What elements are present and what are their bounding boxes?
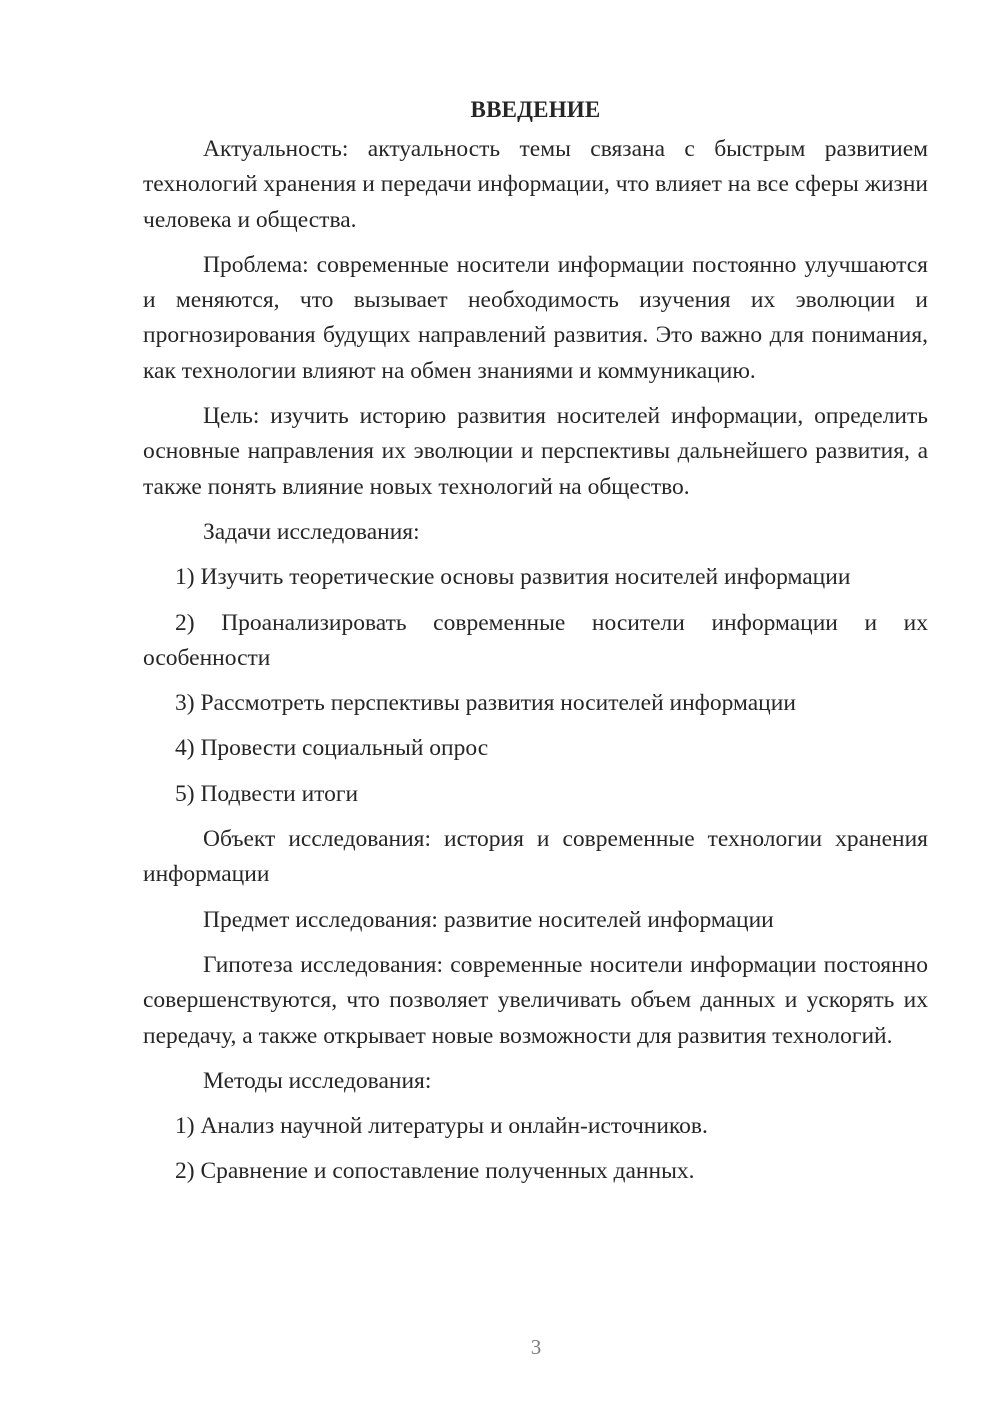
method-item-1: 1) Анализ научной литературы и онлайн-источников. xyxy=(175,1113,708,1140)
object-paragraph: Объект исследования: история и современные технологии хранения информации xyxy=(143,826,928,888)
section-heading: ВВЕДЕНИЕ xyxy=(470,97,601,122)
task-item-1: 1) Изучить теоретические основы развития носителей информации xyxy=(175,564,851,591)
methods-title: Методы исследования: xyxy=(203,1067,432,1094)
subject-paragraph: Предмет исследования: развитие носителей информации xyxy=(203,906,774,933)
task-item-2: 2) Проанализировать современные носители информации и их особенности xyxy=(143,609,928,671)
relevance-paragraph: Актуальность: актуальность темы связана с быстрым развитием технологий хранения и передачи информации, что влияет на все сферы жизни человека и общества. xyxy=(143,136,928,233)
tasks-title: Задачи исследования: xyxy=(203,518,420,545)
method-item-2: 2) Сравнение и сопоставление полученных данных. xyxy=(175,1158,695,1185)
page-content xyxy=(143,92,928,1200)
task-item-4: 4) Провести социальный опрос xyxy=(175,735,489,762)
task-item-5: 5) Подвести итоги xyxy=(175,780,359,807)
problem-paragraph: Проблема: современные носители информации постоянно улучшаются и меняются, что вызывает необходимость изучения их эволюции и прогнозирования будущих направлений развития. Это важно для понимания, как технологии влияют на обмен знаниями и коммуникацию. xyxy=(143,251,928,384)
hypothesis-paragraph: Гипотеза исследования: современные носители информации постоянно совершенствуются, что позволяет увеличивать объем данных и ускорять их передачу, а также открывает новые возможности для развития технологий. xyxy=(143,951,928,1049)
page-number: 3 xyxy=(530,1335,542,1359)
goal-paragraph: Цель: изучить историю развития носителей информации, определить основные направления их эволюции и перспективы дальнейшего развития, а также понять влияние новых технологий на общество. xyxy=(143,403,928,500)
task-item-3: 3) Рассмотреть перспективы развития носителей информации xyxy=(175,690,796,717)
